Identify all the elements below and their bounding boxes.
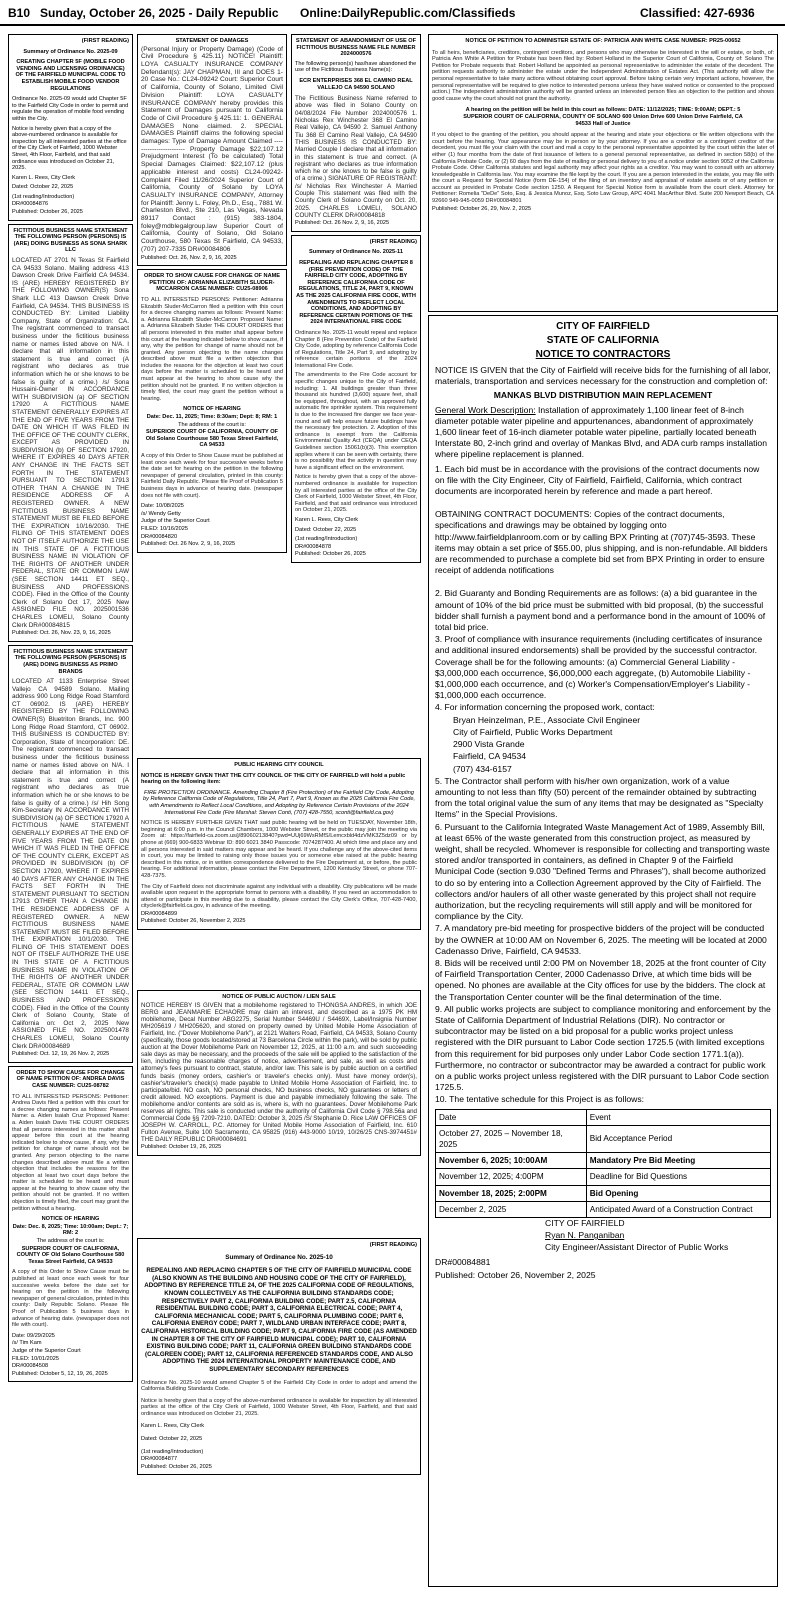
notice-signature: Karen L. Rees, City Clerk xyxy=(12,174,76,181)
notice-subtitle: REPEALING AND REPLACING CHAPTER 5 OF THE CITY OF FAIRFIELD MUNICIPAL CODE (ALSO KNOWN AS THE BUILDING AND HOUSING CODE OF THE CITY OF FAIRFIELD), ADOPTING BY REFERENCE TITLE 24, OF THE 2025 CALIFORNIA CODE OF REGULATIONS, KNOWN COLLECTIVELY AS THE CALIFORNIA BUILDING STANDARDS CODE; RESPECTIVELY PART 2, CALIFORNIA BUILDING CODE; PART 2.5, CALIFORNIA RESIDENTIAL BUILDING CODE; PART 3, CALIFORNIA ELECTRICAL CODE; PART 4, CALIFORNIA MECHANICAL CODE; PART 5, CALIFORNIA PLUMBING CODE; PART 6, CALIFORNIA ENERGY CODE; PART 7, WILDLAND URBAN INTERFACE CODE; PART 8, CALIFORNIA HISTORICAL BUILDING CODE; PART 9, CALIFORNIA FIRE CODE (AS AMENDED IN CHAPTER 8 OF THE CITY OF FAIRFIELD MUNICIPAL CODE); PART 10, CALIFORNIA EXISTING BUILDING CODE; PART 11, CALIFORNIA GREEN BUILDING STANDARDS CODE (CALGREEN CODE); PART 12, CALIFORNIA REFERENCED STANDARDS CODE, AND ALSO ADOPTING THE 2024 INTERNATIONAL PROPERTY MAINTENANCE CODE, AND SUPPLEMENTARY SECONDARY REFERENCES xyxy=(141,1267,417,1373)
notice-lead: NOTICE IS HEREBY GIVEN THAT THE CITY COUNCIL OF THE CITY OF FAIRFIELD will hold a public hearing on the following item: xyxy=(141,772,406,786)
notice-dr: DR#00084508 xyxy=(12,1363,49,1370)
schedule-row xyxy=(436,1109,771,1125)
schedule-event: Bid Opening xyxy=(586,1185,770,1201)
column-3 xyxy=(291,34,421,756)
hearing-details: A hearing on the petition will be held in this court as follows: DATE: 11/12/2025; TIME: 9:00AM; DEPT.: 5 SUPERIOR COURT OF CALIFORNIA, COUNTY OF SOLANO 600 Union Drive 600 Union Drive Fairfield, CA 94533 Hall of Justice xyxy=(463,107,743,127)
court-address: SUPERIOR COURT OF CALIFORNIA, COUNTY OF Old Solano Courthouse 580 Texas Street Fairfield, CA 94533 xyxy=(145,429,279,449)
notice-body: To all heirs, beneficiaries, creditors, contingent creditors, and persons who may otherwise be interested in the will or estate, or both, of: Patricia Ann White A Petition for Probate has been filed by: Robert Holland in the Superior Court of California, County of: Solano The Petition for Probate requests that: Robert Holland be appointed as personal representative to administer the estate of the decedent. The petition requests authority to administer the estate under the Independent Administration of Estates Act. (This authority will allow the personal representative to take many actions without obtaining court approval. Before taking certain very important actions, however, the personal representative will be required to give notice to interested persons unless they have waived notice or consented to the proposed action.) The independent administration authority will be granted unless an interested person files an objection to the petition and shows good cause why the court should not grant the authority. xyxy=(432,49,774,102)
notice-title: Summary of Ordinance No. 2025-10 xyxy=(225,1253,333,1261)
item-4: 4. For information concerning the proposed work, contact: xyxy=(435,702,655,713)
notice-title: PUBLIC HEARING CITY COUNCIL xyxy=(234,762,324,768)
notice-published: Published: Oct. 26 Nov. 2, 9, 16, 2025 xyxy=(141,541,236,548)
judge-signature: /s/ Tim Kam xyxy=(12,1340,42,1347)
notice-dr: DR#00084878 xyxy=(295,543,332,550)
item-8: 8. Bids will be received until 2:00 PM on November 18, 2025 at the front counter of City of Fairfield Transportation Center, 2000 Cadenasso Drive, at which time bids will be opened. No phones are available at the City offices for use by the bidders. The clock at the Transportation Center counter will be the final determination of the time. xyxy=(435,957,767,1002)
notice-paragraph: Ordinance No. 2025-09 would add Chapter 5F to the Fairfield City Code in order to permit and regulate the operation of mobile food vending within the City. xyxy=(12,96,129,122)
notice-statement-of-damages xyxy=(137,34,287,266)
schedule-table xyxy=(435,1109,771,1218)
notice-paragraph: Notice is hereby given that a copy of the above-numbered ordinance is available for inspection by all interested parties at the office of the City Clerk of Fairfield, 1000 Webster Street, 4th Floor, Fairfield, and that said ordinance was introduced on October 21, 2025. xyxy=(141,1397,417,1417)
notice-dr: DR#00084881 xyxy=(435,1257,491,1268)
notice-title: ORDER TO SHOW CAUSE FOR CHANGE OF NAME PETITION OF: ANDREA DAVIS CASE NUMBER: CU25-08782 xyxy=(16,1069,125,1089)
notice-abandonment-ecr xyxy=(291,34,421,232)
page-number: B10 xyxy=(8,6,31,20)
notice-dr: DR#00084876 xyxy=(12,201,49,208)
notice-paragraph: Notice is hereby given that a copy of the above-numbered ordinance is available for inspection by all interested parties at the office of the City Clerk of Fairfield, 1000 Webster Street, 4th Floor, Fairfield, and that said ordinance was introduced on October 21, 2025. xyxy=(12,125,127,172)
notice-title: Summary of Ordinance No. 2025-11 xyxy=(309,249,403,256)
column-4 xyxy=(428,34,778,1596)
contact-line: Bryan Heinzelman, P.E., Associate Civil Engineer xyxy=(453,714,641,725)
notice-date: Date: 09/29/2025 xyxy=(12,1332,55,1339)
notice-published: Published: Oct. 12, 19, 26 Nov. 2, 2025 xyxy=(12,1051,110,1058)
schedule-date: November 18, 2025; 2:00PM xyxy=(436,1185,587,1201)
notice-body: (Personal Injury or Property Damage) (Code of Civil Procedure § 425.11) NOTICE! Plaintiff: LOYA CASUALTY INSURANCE COMPANY Defendant(s): JAY CHAPMAN, III and DOES 1-20 Case No.: CL24-09242 Court: Superior Court of California, County of Solano, Limited Civil Division Plaintiff: LOYA CASUALTY INSURANCE COMPANY hereby provides this Statement of Damages pursuant to California Code of Civil Procedure § 425.11: 1. GENERAL DAMAGES None claimed. 2. SPECIAL DAMAGES Plaintiff claims the following special damages: Type of Damage Amount Claimed ------------------------ Property Damage $22,107.12 Prejudgment Interest (To be calculated) Total Special Damages Claimed: $22,107.12 (plus applicable interest and costs) CL24-09242-Complaint Filed 11/26/2024 Superior Court of California, County of Solano by LOYA CASUALTY INSURANCE COMPANY, Attorney for Plaintiff: Jenny L. Foley, Ph.D., Esq., 7881 W. Charleston Blvd., Ste 210, Las Vegas, Nevada 89117 Contact : (915) 383-1804, foley@mdblegalgroup.law Superior Court of California, County of Solano, Old Solano Courthouse, 580 Texas St Fairfield, CA 94533, (707) 207-7335 DR#00084806 xyxy=(141,45,283,253)
site-link[interactable]: Online:DailyRepublic.com/Classifieds xyxy=(300,6,516,20)
schedule-date: October 27, 2025 – November 18, 2025 xyxy=(436,1125,587,1152)
item-2: 2. Bid Guaranty and Bonding Requirements are as follows: (a) a bid guarantee in the amount of 10% of the bid price must be submitted with bid proposal, (b) the successful bidder shall furnish a payment bond and a performance bond in the amount of 100% of total bid price. xyxy=(435,588,766,633)
wide-section-3 xyxy=(137,1238,421,1594)
city-title: CITY OF FAIRFIELD xyxy=(556,321,650,332)
notice-subtitle: REPEALING AND REPLACING CHAPTER 8 (FIRE PREVENTION CODE) OF THE FAIRFIELD CITY CODE, ADOPTING BY REFERENCE CALIFORNIA CODE OF REGULATIONS, TITLE 24, PART 9, KNOWN AS THE 2025 CALIFORNIA FIRE CODE, WITH AMENDMENTS TO REFLECT LOCAL CONDITIONS, AND ADOPTING BY REFERENCE CERTAIN PORTIONS OF THE 2024 INTERNATIONAL FIRE CODE xyxy=(296,259,416,326)
state-title: STATE OF CALIFORNIA xyxy=(546,335,660,346)
notice-subtitle: CREATING CHAPTER 5F (MOBILE FOOD VENDING AND LICENSING ORDINANCE) OF THE FAIRFIELD MUNICIPAL CODE TO ESTABLISH MOBILE FOOD VENDOR REGULATIONS xyxy=(15,59,126,92)
schedule-date: Date xyxy=(436,1109,587,1125)
item-5: 5. The Contractor shall perform with his/her own organization, work of a value amounting to not less than fifty (50) percent of the remainder obtained by subtracting from the total original value the sum of any items that may be designated as "Specialty Items" in the Special Provisions. xyxy=(435,775,764,820)
court-label: The address of the court is: xyxy=(36,1238,105,1245)
issue-date: Sunday, October 26, 2025 - Daily Republic xyxy=(40,6,279,20)
notice-dated: Dated: October 22, 2025 xyxy=(295,526,357,533)
notice-intro: (1st reading/Introduction) xyxy=(12,193,75,200)
contact-line: 2900 Vista Grande xyxy=(453,739,525,750)
contact-block xyxy=(435,715,771,775)
item-3: 3. Proof of compliance with insurance requirements (including certificates of insurance and additional insured endorsements) shall be provided by the successful contractor. Coverage shall be for the following amounts: (a) Commercial General Liability - $3,000,000 each occurrence, $6,000,000 each aggregate, (b) Automobile Liability - $1,000,000 each occurrence, and (c) Worker's Compensation/Employer's Liability - $1,000,000 each occurrence. xyxy=(435,634,763,701)
item-9: 9. All public works projects are subject to compliance monitoring and enforcement by the State of California Department of Industrial Relations (DIR). No contractor or subcontractor may be listed on a bid proposal for a public works project unless registered with the DIR pursuant to Labor Code section 1725.5 (with limited exceptions from this requirement for bid purposes only under Labor Code section 1771.1(a)). Furthermore, no contractor or subcontractor may be awarded a contract for public work on a public works project unless registered with the DIR pursuant to Labor Code section 1725.5. xyxy=(435,1003,771,1093)
notice-title: NOTICE TO CONTRACTORS xyxy=(535,349,671,360)
reading-tag: (FIRST READING) xyxy=(369,238,417,245)
hearing-details: Date: Dec. 8, 2025; Time: 10:00am; Dept.: 7; RM: 2 xyxy=(12,1223,129,1237)
notice-title: STATEMENT OF ABANDONMENT OF USE OF FICTITIOUS BUSINESS NAME FILE NUMBER 2024000576 xyxy=(295,38,417,58)
notice-ordinance-2025-10 xyxy=(137,1238,421,1475)
notice-date: Date: 10/08/2025 xyxy=(141,503,184,510)
notice-to-contractors xyxy=(428,315,778,1587)
schedule-row xyxy=(436,1201,771,1217)
hearing-item: FIRE PROTECTION ORDINANCE. Amending Chapter 8 (Fire Protection) of the Fairfield City Code, Adopting by Reference California Code of Regulations, Title 24, Part 7, Part 9, Known as the 2025 California Fire Code, with Amendments to Reflect Local Conditions, and Adopting by Reference Certain Provisions of the 2024 International Fire Code (Fire Marshal: Steven Conti, (707) 428-7550, sconti@fairfield.ca.gov) xyxy=(142,789,415,816)
schedule-row xyxy=(436,1153,771,1169)
notice-body: The City of Fairfield does not discriminate against any individual with a disability. City publications will be made available upon request in the appropriate format to persons with a disability. If you need an accommodation to attend or participate in this meeting due to a disability, please contact the City Clerk's Office, 707-428-7400, cityclerk@fairfield.ca.gov, in advance of the meeting. xyxy=(141,883,417,910)
notice-published: Published: October 26, 2025 xyxy=(12,209,83,216)
business-name: ECR ENTERPRISES 368 EL CAMINO REAL VALLEJO CA 94590 SOLANO xyxy=(299,77,413,91)
notice-body: NOTICE HEREBY IS GIVEN that a mobilehome registered to THONGSA ANDRES, in which JOE BERG and JEANMARIE ECHAORE may claim an interest, and described as a 1975 PK HM mobilehome, Decal Number ABG2275, Serial Number S4469U / S4469X, Label/Insignia Number MH205619 / MH205620, and stored on property owned by United Mobile Home Association of Fairfield, Inc. ("Dover Mobilehome Park"), at 2121 Walters Road, Fairfield, CA 94533, Solano County (specifically, those goods located/stored at 73 Barcelona Circle within the park), will be sold by public auction at the Dover Mobilehome Park on November 12, 2025, at 11:00 a.m. and such succeeding sale days as may be necessary, and the proceeds of the sale will be applied to the satisfaction of the lien, including the reasonable charges of notice, advertisement, and sale, as well as costs and attorney's fees pursuant to contract, statute, and/or law. This sale is by public auction on a certified funds basis (money orders, cashier's or traveler's checks only). Must have money order(s), cashier's/traveler's check(s) made payable to United Mobile Home Association of Fairfield, Inc. to participate/bid. NO cash, NO personal checks, NO business checks, NO guarantees or letters of credit allowed. NO exceptions. Payment is due and payable immediately following the sale. The mobilehome and/or contents are sold as is, where is, with no guarantees. Dover Mobilehome Park reserves all rights. This sale is conducted under the authority of California Civil Code § 798.56a and Commercial Code §§ 7209-7210. DATED: October 3, 2025 /S/ Stephanie D. Rice LAW OFFICES OF JOSEPH W. CARROLL, P.C. Attorney for United Mobile Home Association of Fairfield, Inc. 610 Fulton Avenue, Suite 100 Sacramento, CA 95825 (916) 443-9000 10/19, 10/26/25 CNS-3974451# THE DAILY REPUBLIC DR#00084691 xyxy=(141,1001,417,1144)
notice-body: TO ALL INTERESTED PERSONS: Petitioner: Andrea Davis filed a petition with this court for a decree changing names as follows: Present Name: a. Aiden Isaiah Cruz Proposed Name: a. Aiden Isaiah Davis THE COURT ORDERS that all persons interested in this matter shall appear before this court at the hearing indicated below to show cause, if any, why the petition for change of name should not be granted. Any person objecting to the name changes described above must file a written objection that includes the reasons for the objection at least two court days before the matter is scheduled to be heard and must appear at the hearing to show cause why the petition should not be granted. If no written objection is timely filed, the court may grant the petition without a hearing. xyxy=(12,1093,129,1212)
notice-published: Published: Oct. 26, Nov. 2, 9, 16, 2025 xyxy=(141,254,237,261)
signature-name: Ryan N. Panganiban xyxy=(545,1230,625,1241)
item-1: 1. Each bid must be in accordance with the provisions of the contract documents now on file with the City Engineer, City of Fairfield, Fairfield, California, which contract documents are incorporated herein by reference and made a part hereof. xyxy=(435,463,760,497)
notice-title: FICTITIOUS BUSINESS NAME STATEMENT THE FOLLOWING PERSON (PERSONS) IS (ARE) DOING BUSINESS AS SONA SHARK LLC xyxy=(13,227,128,254)
notice-ordinance-2025-11 xyxy=(291,235,421,563)
schedule-date: November 12, 2025; 4:00PM xyxy=(436,1169,587,1185)
notice-dated: Dated: October 22, 2025 xyxy=(141,1436,203,1443)
notice-paragraph: The amendments to the Fire Code account for specific changes unique to the City of Fairfield, including: 1. All buildings greater than three thousand six hundred (3,600) square feet, shall be equipped, throughout, with an approved fully automatic fire sprinkler system. This requirement is due to the increased fire danger we face year-round and will help ensure future buildings have the necessary fire protection. 2. Adoption of this ordinance is exempt from the California Environmental Quality Act (CEQA) under CEQA Guidelines section 15061(b)(3). This exemption applies where it can be seen with certainty, there is no possibility that the activity in question may have a significant effect on the environment. xyxy=(295,372,417,471)
wide-section-1 xyxy=(137,758,421,988)
notice-published: Published: October 19, 26, 2025 xyxy=(141,1144,222,1151)
work-description-text: Installation of approximately 1,100 linear feet of 8-inch diameter potable water pipeline and appurtenances, abandonment of approximately 1,600 linear feet of 16-inch diameter potable water pipeline, partially located beneath Interstate 80, 2-inch grind and overlay of Mankas Blvd, and ADA curb ramps installation where pipeline replacement is planned. xyxy=(435,404,767,460)
notice-title: FICTITIOUS BUSINESS NAME STATEMENT THE FOLLOWING PERSON (PERSONS) IS (ARE) DOING BUSINESS AS PRIMO BRANDS xyxy=(13,648,128,675)
contact-line: Fairfield, CA 94534 xyxy=(453,751,527,762)
notice-dr: DR#00084877 xyxy=(141,1456,178,1463)
notice-ordinance-2025-09 xyxy=(8,34,133,221)
notice-lien-sale xyxy=(137,990,421,1156)
hearing-details: Date: Dec. 11, 2025; Time: 8:30am; Dept: 8; RM: 1 xyxy=(146,414,278,421)
schedule-row xyxy=(436,1185,771,1201)
schedule-event: Event xyxy=(586,1109,770,1125)
notice-title: NOTICE OF PETITION TO ADMINISTER ESTATE OF: PATRICIA ANN WHITE CASE NUMBER: PR25-00652 xyxy=(465,38,741,44)
notice-name-change-sluder xyxy=(137,269,287,553)
contract-documents: OBTAINING CONTRACT DOCUMENTS: Copies of the contract documents, specifications and drawings may be obtained by logging onto http://www.fairfieldplanroom.com or by calling BPX Printing at (707)745-3593. These items may obtain a set price of $55.00, plus shipping, and is non-refundable. All bidders are recommended to purchase a complete bid set from BPX Printing in order to ensure receipt of addenda notifications xyxy=(435,509,768,576)
notice-body: A copy of this Order to Show Cause must be published at least once each week for four successive weeks before the date set for hearing on the petition in the following newspaper of general circulation, printed in this county: Daily Republic Solano. Please file Proof of Publication 5 business days in advance of hearing date. (newspaper does not file with court). xyxy=(12,1269,129,1329)
notice-published: Published: October 5, 12, 19, 26, 2025 xyxy=(12,1370,108,1377)
notice-published: Published: Oct. 26, Nov. 23, 9, 16, 2025 xyxy=(12,630,111,637)
page-header xyxy=(0,0,785,26)
notice-dated: Dated: October 22, 2025 xyxy=(12,184,74,191)
judge-label: Judge of the Superior Court xyxy=(12,1347,81,1354)
court-address: SUPERIOR COURT OF CALIFORNIA, COUNTY OF Old Solano Courthouse 580 Texas Street Fairfield, CA 94533 xyxy=(16,1245,125,1265)
notice-signature: Karen L. Rees, City Clerk xyxy=(295,516,359,523)
notice-title: NOTICE OF PUBLIC AUCTION / LIEN SALE xyxy=(222,994,336,1000)
column-1 xyxy=(8,34,133,1594)
notice-paragraph: Notice is hereby given that a copy of the above-numbered ordinance is available for inspection by all interested parties at the office of the City Clerk of Fairfield, 1000 Webster Street, 4th Floor, Fairfield, and that said ordinance was introduced on October 21, 2025. xyxy=(295,474,417,514)
schedule-event: Anticipated Award of a Construction Contract xyxy=(586,1201,770,1217)
notice-body: LOCATED AT 1133 Enterprise Street Vallejo CA 94589 Solano. Mailing address 900 Long Ridge Road Stamford CT 06902. IS (ARE) HEREBY REGISTERED BY THE FOLLOWING OWNER(S) Bluetriton Brands, Inc. 900 Long Ridge Road Stamford, CT 06902. THIS BUSINESS IS CONDUCTED BY: Corporation, State of Incorporation: DE. The registrant commenced to transact business under the fictitious business name or names listed above on N/A. I declare that all information in this statement is true and correct (A registrant who declares as true information which he or she knows to be false is guilty of a crime.) /s/ Hih Song Kim-Secretary IN ACCORDANCE WITH SUBDIVISION (a) OF SECTION 17920 A FICTITIOUS NAME STATEMENT GENERALLY EXPIRES AT THE END OF FIVE YEARS FROM THE DATE ON WHICH IT WAS FILED IN THE OFFICE OF THE COUNTY CLERK, EXCEPT AS PROVIDED IN SUBDIVISION (b) OF SECTION 17920, WHERE IT EXPIRES 40 DAYS AFTER ANY CHANGE IN THE FACTS SET FORTH IN THE STATEMENT PURSUANT TO SECTION 17913 OTHER THAN A CHANGE IN THE RESIDENCE ADDRESS OF A REGISTERED OWNER. A NEW FICTITIOUS BUSINESS NAME STATEMENT MUST BE FILED BEFORE THE EXPIRATION 10/1/2030. THE FILING OF THIS STATEMENT DOES NOT OF ITSELF AUTHORIZE THE USE IN THIS STATE OF A FICTITIOUS BUSINESS NAME IN VIOLATION OF THE RIGHTS OF ANOTHER UNDER FEDERAL, STATE OR COMMON LAW (SEE SECTION 14411 ET SEQ., BUSINESS AND PROFESSIONS CODE). Filed in the Office of the County Clerk of Solano County, State of California on: Oct 2, 2025 New ASSIGNED FILE NO. 2025001478 CHARLES LOMELI, Solano County Clerk DR#00084689 xyxy=(12,678,129,1050)
notice-fbn-primo-brands xyxy=(8,645,133,1063)
notice-probate-white xyxy=(428,34,778,312)
item-10: 10. The tentative schedule for this Project is as follows: xyxy=(435,1094,645,1105)
notice-body: NOTICE IS HEREBY FURTHER GIVEN THAT said public hearing will be held on TUESDAY, November 18th, beginning at 6:00 p.m. in the Council Chambers, 1000 Webster Street, or the public may join the meeting via Zoom at: https://fairfield-ca.zoom.us/j/89060213840?pwd=UUj69WsRMfS/Lemcxbld4dzVMK3Z5dz09 or by phone at (669) 900-6833 Webinar ID: 890 6021 3840 Passcode: 7074287400. At which time and place any and all persons interested in said matters may appear and be heard. If you challenge any of the above-cited items in court, you may be limited to raising only those issues you or someone else raised at the public hearing described in this notice, or in written correspondence delivered to the Fire Department at, or before, the public hearing. For additional information, please contact the Fire Department, 1200 Kentucky Street, or phone 707-428-7375. xyxy=(141,820,417,879)
schedule-date: November 6, 2025; 10:00AM xyxy=(436,1153,587,1169)
notice-intro: (1st reading/Introduction) xyxy=(295,536,358,543)
schedule-event: Deadline for Bid Questions xyxy=(586,1169,770,1185)
notice-body: A copy of this Order to Show Cause must be published at least once each week for four successive weeks before the date set for hearing on the petition in the following newspaper of general circulation, printed in this county: Fairfield Daily Republic. Please file Proof of Publication 5 business days in advance of hearing date. (newspaper does not file with court). xyxy=(141,453,283,499)
notice-public-hearing xyxy=(137,758,421,930)
contact-line: (707) 434-6157 xyxy=(453,763,512,774)
item-7: 7. A mandatory pre-bid meeting for prospective bidders of the project will be conducted by the OWNER at 10:00 AM on November 6, 2025. The meeting will be located at 2000 Cadenasso Drive, Fairfield, CA 94533. xyxy=(435,923,767,956)
column-2 xyxy=(137,34,287,756)
notice-title: ORDER TO SHOW CAUSE FOR CHANGE OF NAME PETITION OF: ADRIANNA ELIZABITH SLUDER-MCCARRON CASE NUMBER: CU25-08906 xyxy=(143,273,280,293)
schedule-row xyxy=(436,1125,771,1152)
notice-body: TO ALL INTERESTED PERSONS: Petitioner: Adrianna Elizabith Sluder-McCarron filed a petition with this court for a decree changing names as follows: Present Name: a. Adrianna Elizabith Sluder-McCarron Proposed Name: a. Adrianna Elizabeth Sluder THE COURT ORDERS that all persons interested in this matter shall appear before this court at the hearing indicated below to show cause, if any, why the petition for change of name should not be granted. Any person objecting to the name changes described above must file a written objection that includes the reasons for the objection at least two court days before the matter is scheduled to be heard and must appear at the hearing to show cause why the petition should not be granted. If no written objection is timely filed, the court may grant the petition without a hearing. xyxy=(141,296,283,402)
notice-paragraph: NOTICE IS GIVEN that the City of Fairfield will receive bids for the furnishing of all labor, materials, transportation and services necessary for the construction and completion of: xyxy=(435,365,771,387)
notice-title: Summary of Ordinance No. 2025-09 xyxy=(23,48,118,55)
work-description-label: General Work Description: xyxy=(435,404,536,415)
notice-body: If you object to the granting of the petition, you should appear at the hearing and state your objections or file written objections with the court before the hearing. Your appearance may be in person or by your attorney. If you are a creditor or a contingent creditor of the decedent, you must file your claim with the court and mail a copy to the personal representative appointed by the court within the later of either (1) four months from the date of first issuance of letters to a general personal representative, as defined in section 58(b) of the California Probate Code, or (2) 60 days from the date of mailing or personal delivery to you of a notice under section 9052 of the California Probate Code. Other California statutes and legal authority may affect your rights as a creditor. You may want to consult with an attorney knowledgeable in California law. You may examine the file kept by the court. If you are a person interested in the estate, you may file with the court a Request for Special Notice (form DE-154) of the filing of an inventory and appraisal of estate assets or of any petition or account as provided in Probate Code section 1250. A Request for Special Notice form is available from the court clerk. Attorney for Petitioner: Romelia "DeDe" Soto, Esq. & Jessica Munoz, Esq. Soto Law Group, APC 4041 MacArthur Blvd. Suite 200 Newport Beach, CA 92660 949-945-0059 DR#00084801 xyxy=(432,132,774,205)
notice-published: Published: October 26, November 2, 2025 xyxy=(141,918,246,925)
filed-date: FILED: 10/16/2025 xyxy=(141,525,188,532)
signature-title: City Engineer/Assistant Director of Public Works xyxy=(545,1242,729,1253)
notice-name-change-davis xyxy=(8,1066,133,1383)
work-description xyxy=(435,405,771,461)
notice-paragraph: Ordinance No. 2025-10 would amend Chapter 5 of the Fairfield City Code in order to adopt and amend the California Building Standards Code. xyxy=(141,1379,417,1393)
judge-label: Judge of the Superior Court xyxy=(141,518,210,525)
notice-fbn-sona-shark xyxy=(8,224,133,642)
notice-published: Published: October 26, 2025 xyxy=(295,551,366,558)
hearing-title: NOTICE OF HEARING xyxy=(183,406,241,413)
filed-date: FILED: 10/01/2025 xyxy=(12,1355,59,1362)
reading-tag: (FIRST READING) xyxy=(369,1242,417,1248)
notice-dr: DR#00084820 xyxy=(141,533,178,540)
schedule-date: December 2, 2025 xyxy=(436,1201,587,1217)
notice-paragraph: Ordinance No. 2025-11 would repeal and replace Chapter 8 (Fire Prevention Code) of the Fairfield City Code, adopting by reference California Code of Regulations, Title 24, Part 9, and adopting by reference certain portions of the 2024 International Fire Code. xyxy=(295,329,417,369)
schedule-row xyxy=(436,1169,771,1185)
notice-dr: DR#00084899 xyxy=(141,910,178,917)
notice-title: STATEMENT OF DAMAGES xyxy=(175,38,249,44)
court-label: The address of the court is: xyxy=(178,421,246,428)
notice-published: Published: October 26, 29, Nov. 2, 2025 xyxy=(432,205,532,212)
wide-section-2 xyxy=(137,990,421,1235)
contact-line: City of Fairfield, Public Works Department xyxy=(453,726,613,737)
notice-published: Published: Oct. 26 Nov. 2, 9, 16, 2025 xyxy=(295,220,390,227)
notice-published: Published: October 26, 2025 xyxy=(141,1463,212,1470)
notice-intro: (1st reading/Introduction) xyxy=(141,1448,204,1455)
hearing-title: NOTICE OF HEARING xyxy=(41,1216,100,1223)
notice-body: The Fictitious Business Name referred to above was filed in Solano County on 04/08/2024 File Number 2024000576 1. Nicholas Rex Winchester 368 El Camino Real Vallejo, CA 94590 2. Samuel Anthony Tiu 368 El Camino Real Vallejo, CA 94590 THIS BUSINESS IS CONDUCTED BY: Married Couple I declare that all information in this statement is true and correct. (A registrant who declares as true information which he or she knows to be false is guilty of a crime.) SIGNATURE OF REGISTRANT: /s/ Nicholas Rex Winchester A Married Couple This statement was filed with the County Clerk of Solano County on Oct. 20, 2025. CHARLES LOMELI, SOLANO COUNTY CLERK DR#00084818 xyxy=(295,95,417,219)
notice-body: LOCATED AT 2701 N Texas St Fairfield CA 94533 Solano. Mailing address 413 Dawson Creek Drive Fairfield CA 94534. IS (ARE) HEREBY REGISTERED BY THE FOLLOWING OWNER(S) Sona Shark LLC 413 Dawson Creek Drive Fairfield, CA 94534. THIS BUSINESS IS CONDUCTED BY: Limited Liability Company, State of Organization: CA. The registrant commenced to transact business under the fictitious business name or names listed above on N/A. I declare that all information in this statement is true and correct (A registrant who declares as true information which he or she knows to be false is guilty of a crime.) /s/ Sona Hussaini-Owner IN ACCORDANCE WITH SUBDIVISION (a) OF SECTION 17920 A FICTITIOUS NAME STATEMENT GENERALLY EXPIRES AT THE END OF FIVE YEARS FROM THE DATE ON WHICH IT WAS FILED IN THE OFFICE OF THE COUNTY CLERK, EXCEPT AS PROVIDED IN SUBDIVISION (b) OF SECTION 17920, WHERE IT EXPIRES 40 DAYS AFTER ANY CHANGE IN THE FACTS SET FORTH IN THE STATEMENT PURSUANT TO SECTION 17913 OTHER THAN A CHANGE IN THE RESIDENCE ADDRESS OF A REGISTERED OWNER. A NEW FICTITIOUS BUSINESS NAME STATEMENT MUST BE FILED BEFORE THE EXPIRATION 10/16/2030. THE FILING OF THIS STATEMENT DOES NOT OF ITSELF AUTHORIZE THE USE IN THIS STATE OF A FICTITIOUS BUSINESS NAME IN VIOLATION OF THE RIGHTS OF ANOTHER UNDER FEDERAL, STATE OR COMMON LAW (SEE SECTION 14411 ET SEQ., BUSINESS AND PROFESSIONS CODE). Filed in the Office of the County Clerk of Solano Oct 17, 2025 New ASSIGNED FILE NO. 2025001536 CHARLES LOMELI, Solano County Clerk DR#00084815 xyxy=(12,257,129,629)
notice-published: Published: October 26, November 2, 2025 xyxy=(435,1270,596,1281)
classified-phone: Classified: 427-6936 xyxy=(640,6,755,20)
signature-city: CITY OF FAIRFIELD xyxy=(545,1218,625,1229)
schedule-event: Bid Acceptance Period xyxy=(586,1125,770,1152)
notice-signature: Karen L. Rees, City Clerk xyxy=(141,1423,205,1430)
item-6: 6. Pursuant to the California Integrated Waste Management Act of 1989, Assembly Bill, at least 65% of the waste generated from this construction project, as measured by weight, shall be recycled. Whomever is responsible for collecting and transporting waste stored and/or transported in containers, as defined in Chapter 9 of the Fairfield Municipal Code (section 9.030 "Defined Terms and Phrases"), shall become authorized to do so by entering into a Collection Agreement approved by the City of Fairfield. The collectors and/or haulers of all other waste generated by this project shall not require authorization, but the recycling requirements will still apply and will be monitored for compliance by the City. xyxy=(435,821,770,922)
reading-tag: (FIRST READING) xyxy=(81,38,129,44)
judge-signature: /s/ Wendy Getty xyxy=(141,510,181,517)
schedule-event: Mandatory Pre Bid Meeting xyxy=(586,1153,770,1169)
project-name: MANKAS BLVD DISTRIBUTION MAIN REPLACEMENT xyxy=(493,390,713,401)
notice-lead: The following person(s) has/have abandoned the use of the Fictitious Business Name(s): xyxy=(295,60,417,74)
